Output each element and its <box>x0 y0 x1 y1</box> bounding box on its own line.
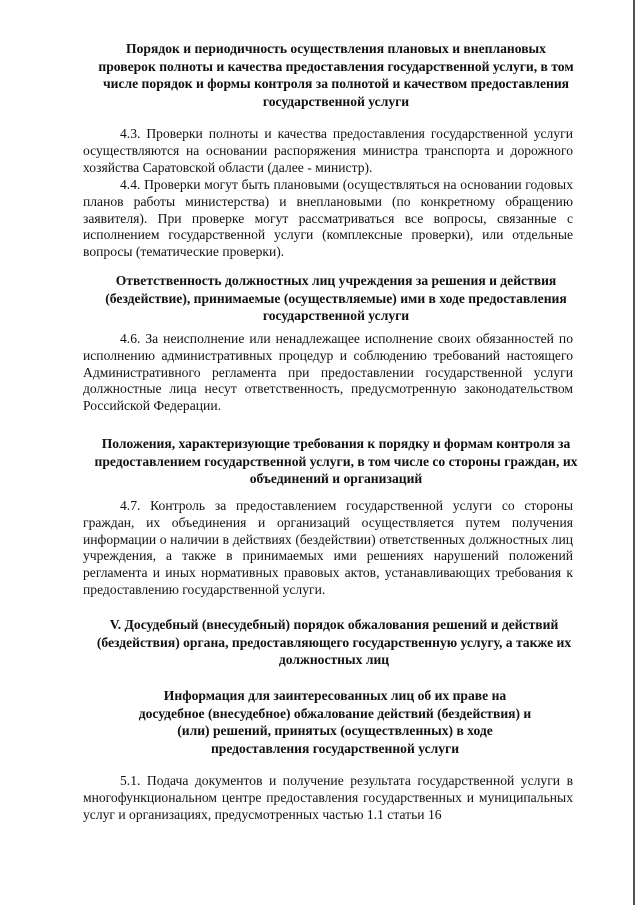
paragraph-4-4: 4.4. Проверки могут быть плановыми (осуществляться на основании годовых планов работы министерства) и внеплановыми (по конкретному обращению заявителя). При проверке могут рассматриваться все вопросы, связанные с исполнением государственной услуги (комплексные проверки), или отдельные вопросы (тематические проверки). <box>83 177 573 260</box>
page-edge-shadow <box>633 0 635 905</box>
section-heading-appeal-info: Информация для заинтересованных лиц об их праве на досудебное (внесудебное) обжалование действий (бездействия) и (или) решений, принятых (осуществленных) в ходе предоставления государственной услуги <box>138 688 532 756</box>
paragraph-4-7: 4.7. Контроль за предоставлением государственной услуги со стороны граждан, их объединения и организаций осуществляется путем получения информации о наличии в действиях (бездействии) ответственных должностных лиц учреждения, а также в принимаемых ими решениях нарушений положений регламента и иных нормативных правовых актов, устанавливающих требования к предоставлению государственной услуги. <box>83 498 573 597</box>
paragraph-5-1: 5.1. Подача документов и получение результата государственной услуги в многофункциональном центре предоставления государственных и муниципальных услуг и организациях, предусмотренных частью 1.1 статьи 16 <box>83 773 573 822</box>
chapter-heading-v: V. Досудебный (внесудебный) порядок обжалования решений и действий (бездействия) органа, предоставляющего государственную услугу, а также их должностных лиц <box>96 617 572 668</box>
section-heading-responsibility: Ответственность должностных лиц учреждения за решения и действия (бездействие), принимаемые (осуществляемые) ими в ходе предоставления государственной услуги <box>105 273 567 324</box>
section-heading-control: Положения, характеризующие требования к порядку и формам контроля за предоставлением государственной услуги, в том числе со стороны граждан, их объединений и организаций <box>94 436 578 487</box>
paragraph-4-6: 4.6. За неисполнение или ненадлежащее исполнение своих обязанностей по исполнению административных процедур и соблюдению требований настоящего Административного регламента при предоставлении государственной услуги должностные лица несут ответственность, предусмотренную законодательством Российской Федерации. <box>83 331 573 414</box>
section-heading-inspections: Порядок и периодичность осуществления плановых и внеплановых проверок полноты и качества предоставления государственной услуги, в том числе порядок и формы контроля за полнотой и качеством предоставления государственной услуги <box>98 41 574 109</box>
paragraph-4-3: 4.3. Проверки полноты и качества предоставления государственной услуги осуществляются на основании распоряжения министра транспорта и дорожного хозяйства Саратовской области (далее - министр). <box>83 126 573 175</box>
